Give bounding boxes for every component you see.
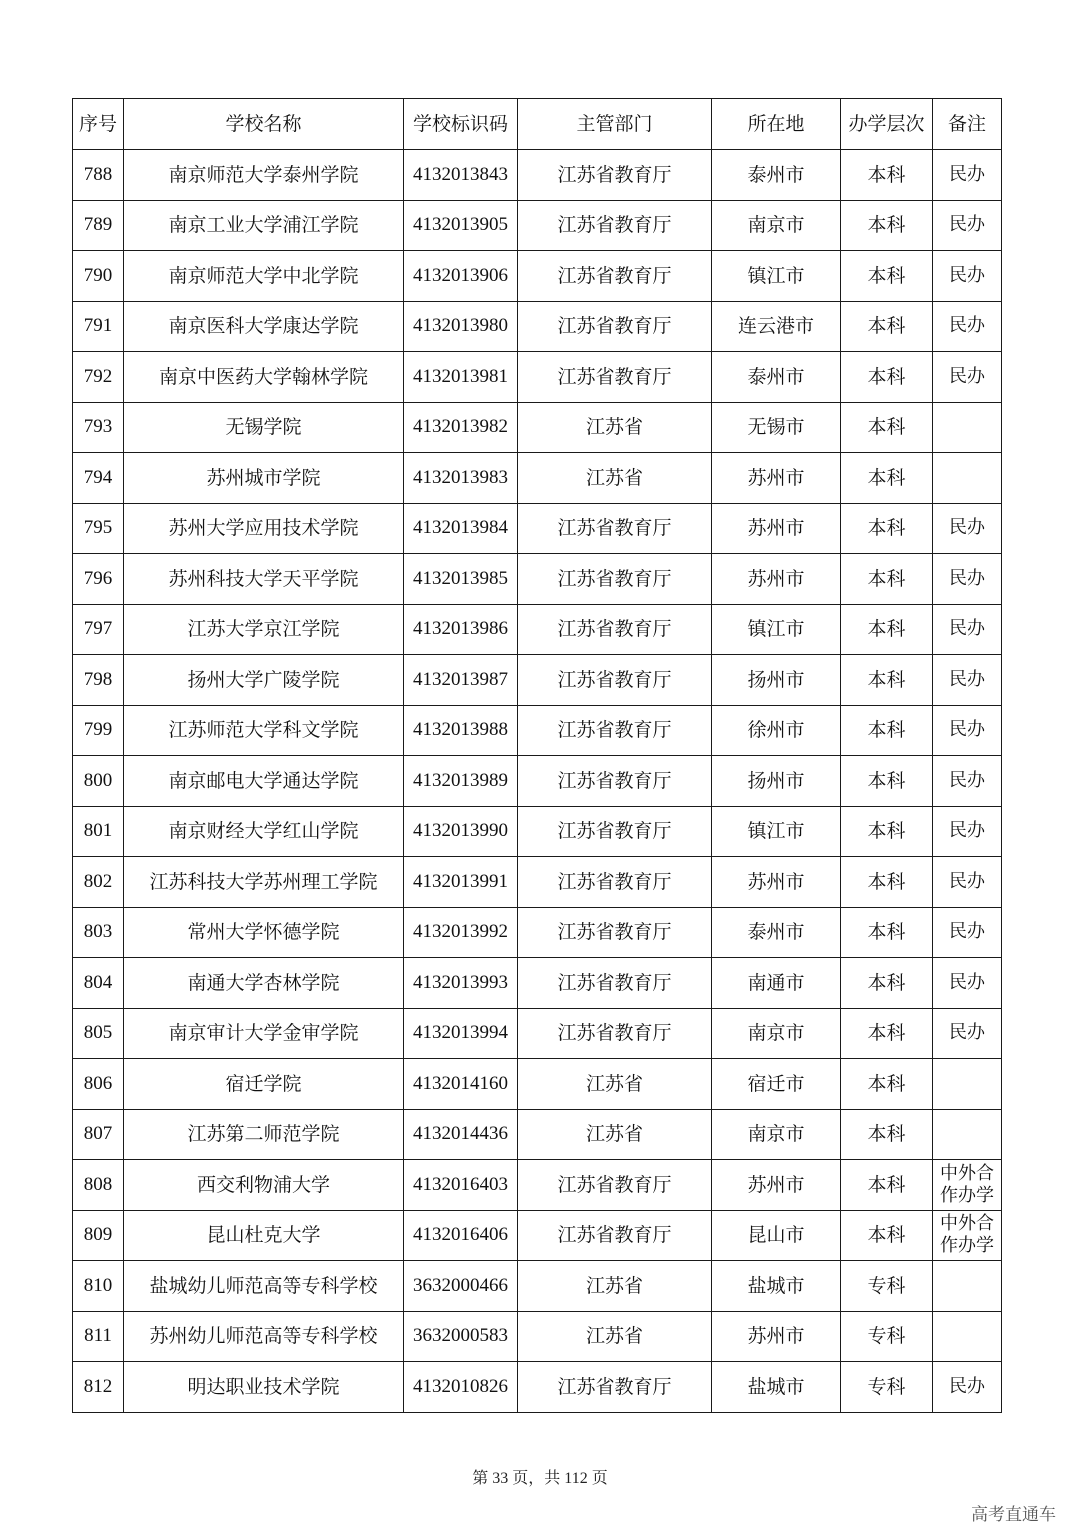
cell-department: 江苏省教育厅 bbox=[518, 554, 712, 605]
header-note: 备注 bbox=[933, 99, 1002, 150]
cell-department: 江苏省教育厅 bbox=[518, 1210, 712, 1261]
cell-school-name: 江苏大学京江学院 bbox=[124, 604, 404, 655]
cell-school-code: 4132013981 bbox=[404, 352, 518, 403]
cell-note: 中外合作办学 bbox=[933, 1210, 1002, 1261]
cell-location: 南京市 bbox=[712, 200, 841, 251]
cell-note: 民办 bbox=[933, 200, 1002, 251]
cell-school-name: 宿迁学院 bbox=[124, 1059, 404, 1110]
cell-school-name: 南通大学杏林学院 bbox=[124, 958, 404, 1009]
header-location: 所在地 bbox=[712, 99, 841, 150]
table-row bbox=[73, 806, 1002, 857]
cell-department: 江苏省教育厅 bbox=[518, 1362, 712, 1413]
cell-note: 民办 bbox=[933, 251, 1002, 302]
cell-department: 江苏省教育厅 bbox=[518, 604, 712, 655]
cell-level: 本科 bbox=[841, 958, 933, 1009]
cell-seq: 793 bbox=[73, 402, 124, 453]
cell-note bbox=[933, 1109, 1002, 1160]
cell-school-name: 南京邮电大学通达学院 bbox=[124, 756, 404, 807]
cell-location: 泰州市 bbox=[712, 352, 841, 403]
cell-seq: 790 bbox=[73, 251, 124, 302]
cell-school-name: 苏州科技大学天平学院 bbox=[124, 554, 404, 605]
cell-seq: 811 bbox=[73, 1311, 124, 1362]
cell-location: 镇江市 bbox=[712, 604, 841, 655]
cell-note: 中外合作办学 bbox=[933, 1160, 1002, 1211]
cell-school-code: 4132013906 bbox=[404, 251, 518, 302]
table-row bbox=[73, 352, 1002, 403]
cell-school-code: 4132013983 bbox=[404, 453, 518, 504]
cell-school-code: 4132013989 bbox=[404, 756, 518, 807]
cell-level: 本科 bbox=[841, 604, 933, 655]
cell-location: 南京市 bbox=[712, 1109, 841, 1160]
cell-location: 盐城市 bbox=[712, 1362, 841, 1413]
cell-location: 泰州市 bbox=[712, 907, 841, 958]
cell-note: 民办 bbox=[933, 301, 1002, 352]
table-row bbox=[73, 1160, 1002, 1211]
cell-location: 昆山市 bbox=[712, 1210, 841, 1261]
cell-department: 江苏省教育厅 bbox=[518, 503, 712, 554]
cell-note bbox=[933, 1059, 1002, 1110]
cell-school-name: 昆山杜克大学 bbox=[124, 1210, 404, 1261]
cell-department: 江苏省教育厅 bbox=[518, 1008, 712, 1059]
cell-note: 民办 bbox=[933, 806, 1002, 857]
cell-department: 江苏省教育厅 bbox=[518, 857, 712, 908]
header-seq: 序号 bbox=[73, 99, 124, 150]
table-row bbox=[73, 251, 1002, 302]
cell-level: 本科 bbox=[841, 402, 933, 453]
cell-seq: 795 bbox=[73, 503, 124, 554]
header-row bbox=[73, 99, 1002, 150]
cell-location: 苏州市 bbox=[712, 453, 841, 504]
cell-school-name: 盐城幼儿师范高等专科学校 bbox=[124, 1261, 404, 1312]
table-row bbox=[73, 1059, 1002, 1110]
cell-level: 本科 bbox=[841, 756, 933, 807]
cell-seq: 804 bbox=[73, 958, 124, 1009]
cell-school-code: 4132013987 bbox=[404, 655, 518, 706]
cell-note bbox=[933, 402, 1002, 453]
cell-school-code: 4132013994 bbox=[404, 1008, 518, 1059]
cell-note bbox=[933, 453, 1002, 504]
table-row bbox=[73, 503, 1002, 554]
header-school-name: 学校名称 bbox=[124, 99, 404, 150]
cell-location: 南通市 bbox=[712, 958, 841, 1009]
cell-school-name: 南京师范大学泰州学院 bbox=[124, 150, 404, 201]
cell-location: 徐州市 bbox=[712, 705, 841, 756]
cell-department: 江苏省教育厅 bbox=[518, 150, 712, 201]
cell-level: 本科 bbox=[841, 907, 933, 958]
cell-note: 民办 bbox=[933, 907, 1002, 958]
cell-school-code: 4132013982 bbox=[404, 402, 518, 453]
cell-school-name: 西交利物浦大学 bbox=[124, 1160, 404, 1211]
cell-department: 江苏省教育厅 bbox=[518, 705, 712, 756]
cell-location: 盐城市 bbox=[712, 1261, 841, 1312]
cell-department: 江苏省教育厅 bbox=[518, 655, 712, 706]
cell-school-code: 4132013905 bbox=[404, 200, 518, 251]
table-row bbox=[73, 756, 1002, 807]
cell-level: 专科 bbox=[841, 1362, 933, 1413]
table-row bbox=[73, 1008, 1002, 1059]
cell-location: 苏州市 bbox=[712, 1311, 841, 1362]
cell-department: 江苏省教育厅 bbox=[518, 1160, 712, 1211]
cell-level: 本科 bbox=[841, 857, 933, 908]
table-row bbox=[73, 402, 1002, 453]
cell-level: 本科 bbox=[841, 301, 933, 352]
cell-seq: 807 bbox=[73, 1109, 124, 1160]
cell-school-code: 4132013990 bbox=[404, 806, 518, 857]
cell-school-code: 4132014160 bbox=[404, 1059, 518, 1110]
cell-school-code: 4132013991 bbox=[404, 857, 518, 908]
cell-note: 民办 bbox=[933, 857, 1002, 908]
cell-seq: 808 bbox=[73, 1160, 124, 1211]
cell-school-name: 南京医科大学康达学院 bbox=[124, 301, 404, 352]
cell-note: 民办 bbox=[933, 705, 1002, 756]
cell-school-code: 4132013980 bbox=[404, 301, 518, 352]
table-row bbox=[73, 604, 1002, 655]
cell-note: 民办 bbox=[933, 1362, 1002, 1413]
cell-note: 民办 bbox=[933, 503, 1002, 554]
cell-department: 江苏省教育厅 bbox=[518, 352, 712, 403]
cell-seq: 791 bbox=[73, 301, 124, 352]
cell-level: 专科 bbox=[841, 1261, 933, 1312]
table-row bbox=[73, 1261, 1002, 1312]
cell-level: 本科 bbox=[841, 806, 933, 857]
cell-school-name: 南京中医药大学翰林学院 bbox=[124, 352, 404, 403]
cell-school-name: 常州大学怀德学院 bbox=[124, 907, 404, 958]
cell-school-name: 苏州城市学院 bbox=[124, 453, 404, 504]
cell-department: 江苏省 bbox=[518, 1311, 712, 1362]
cell-level: 本科 bbox=[841, 1160, 933, 1211]
cell-level: 本科 bbox=[841, 150, 933, 201]
cell-school-code: 4132010826 bbox=[404, 1362, 518, 1413]
table-header bbox=[73, 99, 1002, 150]
table-row bbox=[73, 705, 1002, 756]
cell-note: 民办 bbox=[933, 554, 1002, 605]
cell-school-name: 苏州幼儿师范高等专科学校 bbox=[124, 1311, 404, 1362]
cell-level: 本科 bbox=[841, 453, 933, 504]
page-number: 第 33 页，共 112 页 bbox=[472, 1470, 608, 1487]
cell-school-code: 4132013986 bbox=[404, 604, 518, 655]
cell-location: 镇江市 bbox=[712, 251, 841, 302]
table-row bbox=[73, 554, 1002, 605]
cell-seq: 789 bbox=[73, 200, 124, 251]
cell-school-code: 4132013993 bbox=[404, 958, 518, 1009]
cell-department: 江苏省 bbox=[518, 1059, 712, 1110]
cell-seq: 812 bbox=[73, 1362, 124, 1413]
cell-level: 本科 bbox=[841, 1109, 933, 1160]
cell-note bbox=[933, 1311, 1002, 1362]
cell-department: 江苏省 bbox=[518, 1109, 712, 1160]
cell-department: 江苏省教育厅 bbox=[518, 806, 712, 857]
cell-department: 江苏省教育厅 bbox=[518, 907, 712, 958]
header-department: 主管部门 bbox=[518, 99, 712, 150]
cell-location: 宿迁市 bbox=[712, 1059, 841, 1110]
table-row bbox=[73, 655, 1002, 706]
cell-school-name: 南京工业大学浦江学院 bbox=[124, 200, 404, 251]
cell-seq: 792 bbox=[73, 352, 124, 403]
cell-note: 民办 bbox=[933, 655, 1002, 706]
table-row bbox=[73, 907, 1002, 958]
cell-location: 扬州市 bbox=[712, 756, 841, 807]
cell-level: 专科 bbox=[841, 1311, 933, 1362]
cell-school-name: 扬州大学广陵学院 bbox=[124, 655, 404, 706]
cell-level: 本科 bbox=[841, 251, 933, 302]
cell-seq: 803 bbox=[73, 907, 124, 958]
cell-level: 本科 bbox=[841, 1008, 933, 1059]
cell-location: 苏州市 bbox=[712, 503, 841, 554]
watermark-text: 高考直通车 bbox=[971, 1505, 1056, 1525]
table-row bbox=[73, 200, 1002, 251]
cell-school-name: 南京师范大学中北学院 bbox=[124, 251, 404, 302]
cell-school-name: 江苏师范大学科文学院 bbox=[124, 705, 404, 756]
cell-school-name: 南京财经大学红山学院 bbox=[124, 806, 404, 857]
cell-department: 江苏省教育厅 bbox=[518, 200, 712, 251]
cell-location: 南京市 bbox=[712, 1008, 841, 1059]
cell-school-code: 4132013992 bbox=[404, 907, 518, 958]
cell-seq: 802 bbox=[73, 857, 124, 908]
schools-table bbox=[72, 98, 1002, 1413]
cell-seq: 797 bbox=[73, 604, 124, 655]
cell-school-code: 4132013843 bbox=[404, 150, 518, 201]
cell-school-name: 明达职业技术学院 bbox=[124, 1362, 404, 1413]
cell-note: 民办 bbox=[933, 150, 1002, 201]
cell-seq: 806 bbox=[73, 1059, 124, 1110]
cell-school-code: 3632000583 bbox=[404, 1311, 518, 1362]
cell-note: 民办 bbox=[933, 756, 1002, 807]
cell-school-code: 4132016406 bbox=[404, 1210, 518, 1261]
cell-level: 本科 bbox=[841, 705, 933, 756]
cell-note: 民办 bbox=[933, 604, 1002, 655]
cell-school-code: 4132014436 bbox=[404, 1109, 518, 1160]
header-level: 办学层次 bbox=[841, 99, 933, 150]
cell-location: 连云港市 bbox=[712, 301, 841, 352]
table-body bbox=[73, 150, 1002, 1413]
cell-school-name: 无锡学院 bbox=[124, 402, 404, 453]
cell-school-code: 4132013984 bbox=[404, 503, 518, 554]
header-school-code: 学校标识码 bbox=[404, 99, 518, 150]
cell-level: 本科 bbox=[841, 352, 933, 403]
cell-level: 本科 bbox=[841, 503, 933, 554]
cell-note bbox=[933, 1261, 1002, 1312]
cell-location: 苏州市 bbox=[712, 1160, 841, 1211]
cell-department: 江苏省教育厅 bbox=[518, 958, 712, 1009]
cell-level: 本科 bbox=[841, 554, 933, 605]
cell-seq: 801 bbox=[73, 806, 124, 857]
cell-note: 民办 bbox=[933, 1008, 1002, 1059]
cell-level: 本科 bbox=[841, 655, 933, 706]
cell-seq: 810 bbox=[73, 1261, 124, 1312]
cell-seq: 798 bbox=[73, 655, 124, 706]
table-row bbox=[73, 1311, 1002, 1362]
table-row bbox=[73, 1109, 1002, 1160]
table-row bbox=[73, 958, 1002, 1009]
table-row bbox=[73, 453, 1002, 504]
cell-location: 泰州市 bbox=[712, 150, 841, 201]
cell-seq: 788 bbox=[73, 150, 124, 201]
cell-location: 无锡市 bbox=[712, 402, 841, 453]
cell-department: 江苏省教育厅 bbox=[518, 756, 712, 807]
cell-school-code: 4132016403 bbox=[404, 1160, 518, 1211]
cell-location: 苏州市 bbox=[712, 857, 841, 908]
table-row bbox=[73, 1362, 1002, 1413]
cell-location: 镇江市 bbox=[712, 806, 841, 857]
cell-department: 江苏省 bbox=[518, 453, 712, 504]
cell-level: 本科 bbox=[841, 200, 933, 251]
cell-department: 江苏省 bbox=[518, 402, 712, 453]
cell-school-name: 苏州大学应用技术学院 bbox=[124, 503, 404, 554]
cell-school-code: 4132013988 bbox=[404, 705, 518, 756]
cell-note: 民办 bbox=[933, 352, 1002, 403]
cell-school-code: 3632000466 bbox=[404, 1261, 518, 1312]
cell-level: 本科 bbox=[841, 1059, 933, 1110]
cell-school-name: 江苏科技大学苏州理工学院 bbox=[124, 857, 404, 908]
cell-department: 江苏省教育厅 bbox=[518, 251, 712, 302]
cell-level: 本科 bbox=[841, 1210, 933, 1261]
cell-seq: 799 bbox=[73, 705, 124, 756]
cell-note: 民办 bbox=[933, 958, 1002, 1009]
table-row bbox=[73, 857, 1002, 908]
cell-school-name: 江苏第二师范学院 bbox=[124, 1109, 404, 1160]
cell-location: 扬州市 bbox=[712, 655, 841, 706]
cell-school-name: 南京审计大学金审学院 bbox=[124, 1008, 404, 1059]
cell-seq: 805 bbox=[73, 1008, 124, 1059]
cell-seq: 794 bbox=[73, 453, 124, 504]
cell-seq: 796 bbox=[73, 554, 124, 605]
table-row bbox=[73, 1210, 1002, 1261]
table-row bbox=[73, 150, 1002, 201]
cell-department: 江苏省教育厅 bbox=[518, 301, 712, 352]
cell-school-code: 4132013985 bbox=[404, 554, 518, 605]
cell-location: 苏州市 bbox=[712, 554, 841, 605]
cell-seq: 809 bbox=[73, 1210, 124, 1261]
cell-department: 江苏省 bbox=[518, 1261, 712, 1312]
cell-seq: 800 bbox=[73, 756, 124, 807]
table-row bbox=[73, 301, 1002, 352]
